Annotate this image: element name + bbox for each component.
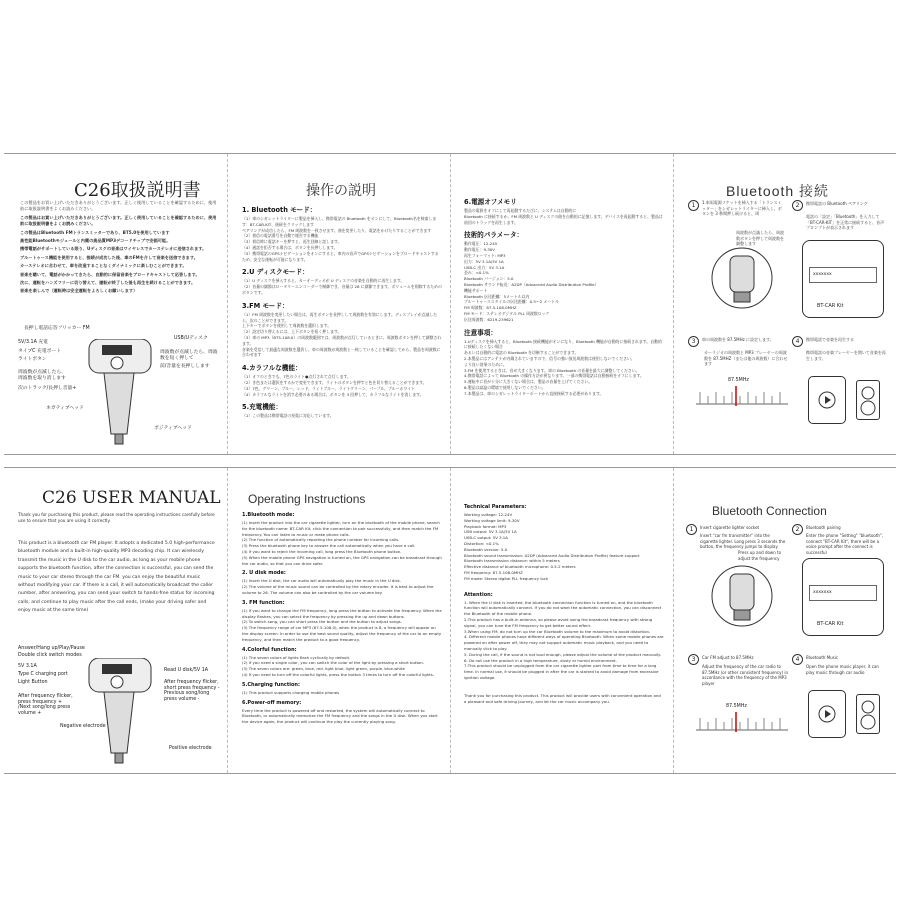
jp-section-heading: 3.FM モード： <box>242 301 289 310</box>
en-attention-line: 2.This product has a built-in antenna, so please avoid using the broadcast frequency with strong signal, you can tune the FM frequency to get better sound effect. <box>464 616 653 628</box>
jp-section-heading: 1. Bluetooth モード： <box>242 206 317 214</box>
en-section-line: (1) Insert the U disk, the car audio will automatically play the music in the U disk. <box>242 578 401 584</box>
frequency-dial-scale <box>696 710 788 734</box>
en-param-line: Playback format: MP3 <box>464 523 507 529</box>
en-param-line: Working voltage: 12-24V <box>464 512 513 517</box>
step-3-number: 3 <box>688 336 699 347</box>
jp-note-line: 6.製品は高温の環境で使用しないでください。 <box>464 384 546 390</box>
jp-param-line: 再生フォーマット: MP3 <box>464 252 506 258</box>
jp-step2-text: 携帯電話の Bluetooth ペアリング <box>806 201 868 206</box>
jp-intro-line: ブルートゥース機能を使用すると、接続が成功した後、車のFMを介して音楽を送信できます。 <box>20 254 198 260</box>
jp-section-line: （3）着信時に電話キーを押すと、再生回線と話します。 <box>242 239 342 245</box>
jp-param-line: 動作電圧：12-24V <box>464 241 498 247</box>
en-operation-title: Operating Instructions <box>248 492 366 506</box>
en-section-heading: 4.Colorful function: <box>242 646 297 653</box>
jp-bluetooth-title: Bluetooth 接続 <box>726 183 830 199</box>
jp-section-line: 音楽を受信して最適な周波数を選択し、車の周波数が周波数と一致していることを確認してから、製品を周波数に合わせます <box>242 346 441 358</box>
en-section-line: (3) The seven colors are: green, blue, red, light blue, light green, purple, blue-white <box>242 666 405 672</box>
jp-intro-line: 次に、運転をハンズフリーに切り替えて、運転が終了した後も再生を続けることができます。 <box>20 280 196 286</box>
jp-step2-detail: 電話の「設定」「Bluetooth」を入力して「BT-CAR-KIT」を正常に接続すると、音声プロンプトが表示されます <box>806 214 885 231</box>
en-closing: Thank you for purchasing this product. This product will provide users with convenient operation and a pleasant and safe driving journey, and let the car music accompany you. <box>464 692 661 704</box>
jp-label-prev: 前/音量を長押しします <box>160 364 210 369</box>
jp-section-line: （1）車のシガレットライターに製品を挿入し、携帯電話の Bluetooth をオンにして、Bluetooth名を検索します：BT-CAR-KIT、接続をクリックします <box>242 216 437 227</box>
fold-line <box>227 468 228 773</box>
en-param-line: Bluetooth sound transmission: A2DP (Advanced Audio Distribution Profile) feature support <box>464 552 640 558</box>
en-label-after: After frequency flicker, short press frequency - Previous song/long press volume - <box>164 680 220 702</box>
jp-param-line: FM 周波数：87.5-108.0MHZ <box>464 305 517 311</box>
en-column-1 <box>14 468 222 773</box>
en-parameters <box>464 500 664 704</box>
step-3-number: 3 <box>688 654 699 665</box>
jp-step4-detail: 携帯電話の音楽プレーヤーを開いて音楽を再生します。 <box>806 350 886 361</box>
jp-note-line: 7.本製品は、車のシガレットライターポートから直接接続する必要があります。 <box>464 390 604 396</box>
en-param-line: Effective distance of bluetooth microphone: 0.5-2 meters <box>464 564 576 570</box>
en-step2-detail: Enter the phone "Setting" "bluetooth", connect "BT-CAR Kit", there will be a voice prompt after the connect is successful <box>806 533 884 555</box>
jp-section-line: （2）音量の調節はロータリーエンコーダーで制御でき、音量は 26 に調節できます。ボリュームを削除するためのボタンです。 <box>242 284 442 295</box>
jp-param-line: 機能サポート <box>464 287 488 293</box>
jp-section-line: （5）携帯電話のGPSナビゲーションをオンにすると、車内の音声でGPSナビゲーションをブロードキャストするため、安全な運転が可能になります。 <box>242 250 439 262</box>
en-thanks: Thank you for purchasing this product, please read the operating instructions carefully before use to ensure that you are using it correctly. <box>18 512 215 524</box>
jp-intro-line: 携帯電話がサポートしている限り、Uディスクの音楽はワイヤレスでカーステレオに送信されます。 <box>20 246 207 252</box>
jp-section-line: 上下キーでボタンを使用して周波数を選択します。 <box>242 323 332 329</box>
jp-section-heading: 技術的パラメータ： <box>464 231 524 240</box>
jp-section-line: （2）着信の電話番号を自動で報告する機能 <box>242 233 319 239</box>
jp-param-line: FM モード：ステレオデジタル PLL 周波数ロック <box>464 310 550 316</box>
phone-bluetooth-field: xxxxxxx <box>809 267 877 283</box>
en-section-heading: 1.Bluetooth mode: <box>242 512 295 518</box>
en-step1-title: Insert cigarette lighter socket <box>700 525 760 530</box>
jp-column-2 <box>238 154 443 454</box>
fold-line <box>227 154 228 454</box>
fold-line <box>673 468 674 773</box>
en-section-line: (4) If you want to reject the incoming call, long press the Bluetooth phone button. <box>242 548 402 554</box>
jp-column-4 <box>682 154 892 454</box>
japanese-manual-sheet <box>4 153 896 455</box>
jp-note-line: より良い効果のために。 <box>464 361 507 367</box>
jp-label-type-c: タイプC 充電ポート <box>18 349 62 354</box>
jp-frequency-readout: 87.5MHz <box>728 378 749 383</box>
en-param-line: Bluetooth transmission distance: within 5 meters <box>464 558 560 564</box>
en-param-line: Working voltage limit: 9-30V <box>464 517 520 523</box>
en-section-heading: 2. U disk mode: <box>242 570 286 577</box>
jp-param-line: 伝送周波数：6219-239621 <box>464 316 514 322</box>
en-step4-detail: Open the phone music player, it can play music through car audio <box>806 664 879 675</box>
jp-label-hold: 周波数が点滅したら、周波数を取り消します <box>18 370 66 381</box>
en-attention-heading: Attention: <box>464 591 493 598</box>
en-label-positive: Positive electrode <box>169 746 212 751</box>
jp-section-heading: 4.カラフルな機能： <box>242 364 302 373</box>
en-operation-sections <box>242 508 442 725</box>
en-step3-detail: Adjust the frequency of the car radio to 87.5MHz (or other consistent frequency) in accordance with the frequency of the MP3 player <box>702 664 788 686</box>
en-params-heading: Technical Parameters: <box>464 504 527 510</box>
en-section-line: (3) The frequency range of car MP3 (87.5-108.0), when the product is 8, a frequency will appear on the display screen. In order to use the best sound quality, adjust the frequency of the car to an empty frequency, and then match the product to a good frequency. <box>242 625 442 642</box>
en-step2-title: Bluetooth pairing <box>806 525 841 530</box>
step-4-number: 4 <box>792 654 803 665</box>
jp-note-line: 4.携帯電話によって Bluetooth の操作方法が異なります。一部の携帯電話は自動接続をオフにします。 <box>464 373 644 379</box>
en-param-line: Distortion: <0.1% <box>464 540 499 546</box>
jp-operation-sections <box>242 200 442 419</box>
frequency-dial-scale <box>696 384 788 408</box>
jp-label-negative: ネガティブヘッド <box>46 406 84 411</box>
en-section-heading: 6.Power-off memory: <box>242 699 302 706</box>
english-manual-sheet <box>4 467 896 774</box>
en-param-line: USB-C output: 5V 3.1A <box>464 535 508 541</box>
en-label-double: Double click switch modes <box>18 653 82 658</box>
en-section-heading: 5.Charging function: <box>242 681 300 688</box>
jp-step4-text: 携帯電話で音楽を再生する <box>806 337 854 342</box>
jp-section-heading: 2.U ディスクモード： <box>242 268 309 277</box>
en-attention-line: 5. During the call, if the sound is not loud enough, please adjust the volume of the product manually. <box>464 651 661 657</box>
cigarette-lighter-illustration <box>702 564 782 628</box>
jp-section-line: （4）通話を拒否する場合は、ボタンを長押しします。 <box>242 244 338 250</box>
en-section-line: (3) Press the bluetooth phone key to answer the call automatically when you have a call. <box>242 543 416 549</box>
en-label-light: Light Button <box>18 680 48 685</box>
phone-music-icon <box>808 376 846 424</box>
jp-intro-line: この製品はBluetooth FMトランスミッターであり、BT5.0を使用しています <box>20 229 170 235</box>
jp-section-line: （2）設定切り替えるには、上下ボタンを短く押します。 <box>242 329 342 335</box>
en-param-line: FM frequency: 87.5-108.0MHZ <box>464 569 523 575</box>
en-attention-line: 4. Different mobile phones have different ways of operating Bluetooth. When some mobile phones are powered on after power off, they may not support automatic music playback, and you need to manually click to play. <box>464 634 664 651</box>
jp-param-line: 歪み：<0.1% <box>464 270 489 276</box>
jp-section-line: （2）き色または選択をするかで変更できます。ライトのボタンを押すと色を切り替えることができます。 <box>242 379 427 385</box>
step-2-number: 2 <box>792 524 803 535</box>
en-label-flicker: After frequency flicker, press frequency + /Next song/long press volume + <box>18 694 73 716</box>
en-section-line: (2) To switch song, you can short press the button and the button to adjust songs. <box>242 619 402 625</box>
jp-section-line: （3）車の MP3（BT5-108.0）の周波数範囲では、周波数が点灯しているときに、周波数ボタンを押して調整されます。 <box>242 334 442 346</box>
en-section-line: (2) The volume of the music sound can be controlled by the rotary encoder. It is best to adjust the volume to 26. The volume can also be controlled by the car volume key. <box>242 584 434 595</box>
jp-section-line: 製品の電源をオフにして再起動するたびに、システムは自動的に <box>464 208 577 213</box>
fold-line <box>450 468 451 773</box>
phone-mockup <box>802 240 884 318</box>
jp-intro <box>20 200 220 297</box>
jp-section-heading: 5.充電機能： <box>242 403 283 412</box>
jp-step1-text: 1.車両電源ソケットを挿入する「トランスミッター」をシガレットライターに挿入し、ボタンを 3 秒間押し続けると、周 <box>702 200 782 217</box>
en-label-read-u: Read U disk/5V 1A <box>164 668 209 673</box>
fold-line <box>673 154 674 454</box>
jp-note-line: 5.運転中に音が十分に大きくない場合は、製品の音量を上げてください。 <box>464 379 593 385</box>
jp-param-line: Bluetooth バージョン：5.0 <box>464 276 514 282</box>
en-column-4 <box>682 468 892 773</box>
en-step1-detail: Insert "car fm transmitter" into the cigarette lighter. Long press 3 seconds the button, the frequency jumps to display <box>700 533 786 550</box>
en-section-heading: 3. FM function: <box>242 599 285 606</box>
en-label-negative: Negative electrode <box>60 724 106 729</box>
jp-label-positive: ポジティブヘッド <box>154 426 192 431</box>
jp-section-line: （1）FM 周波数を変更したい場合は、再生ボタンを長押しして周波数を有効にします。ディスプレイが点滅したら、次のことができます。 <box>242 311 438 323</box>
en-step4-title: Bluetooth Music <box>806 655 839 660</box>
en-section-line: (1) If you want to change the FM frequency, long press the button to activate the frequency. When the display flashes, you can select the frequency by pressing the up and down buttons. <box>242 607 442 619</box>
jp-manual-title: C26取扱説明書 <box>74 180 201 201</box>
jp-step3-detail: カーラジオの周波数と MP3 プレーヤーの周波数を 87.5MHZ（または他の周波数）に合わせます <box>704 350 788 367</box>
en-param-line: FM mode: Stereo digital PLL frequency lock <box>464 575 549 581</box>
en-label-port: 5V 3.1A <box>18 664 37 669</box>
en-column-2 <box>238 468 443 773</box>
jp-param-line: 出力：5V 3.1A/5V 1A <box>464 258 504 264</box>
step-1-number: 1 <box>686 524 697 535</box>
cigarette-lighter-illustration <box>702 246 782 310</box>
en-section-line: (2) If you need a single color, you can switch the color of the light by pressing a short button. <box>242 660 425 666</box>
jp-note-line: 1.Uディスクを挿入すると、Bluetooth 接続機能がオンになり、Bluetooth 機能が自動的に接続されます。自動的に接続したくない場合 <box>464 338 662 350</box>
jp-param-line: 動作電圧：9-30V <box>464 247 495 253</box>
step-1-number: 1 <box>688 200 699 211</box>
en-attention-line: 6. Do not use the product in a high temperature, dusty or humid environment. <box>464 657 617 663</box>
jp-intro-line: 音楽を楽しんで（運転時は安全運転をよろしくお願いします） <box>20 288 138 294</box>
car-fm-transmitter-illustration <box>69 339 169 449</box>
en-section-line: (1) This product supports charging mobile phones <box>242 689 340 695</box>
jp-note-line: 3.FM を使用するときは、音が大きくなります。車の Bluetooth の音量を最大に調整してください。 <box>464 367 640 373</box>
en-intro: This product is a bluetooth car FM player. It adopts a dedicated 5.0 high-performance bluetooth module and a built-in high-quality MP3 decoding chip. It can wirelessly transmit the music in the U disk to the car audio, as long as your mobile phone supports the bluetooth function, after the connection is successful, you can send the music to your car stereo through the car FM. you can enjoy the beautiful music without modifying your car. If there is a call, it will automatically broadcast the caller number, after answering, you can send your switch to hands-free status for incoming calls, and continue to play music after the call ends, (make your driving safer and enjoy music at the same time) <box>18 541 215 614</box>
jp-step3-text: 車の周波数を 87.5MHz に設定します。 <box>702 337 774 342</box>
en-section-line: (1) The seven colors of lights flash cyclically by default. <box>242 654 351 660</box>
jp-param-line: ブルートゥーススタイルの伝送距離：0.5～2 メートル <box>464 299 559 305</box>
en-step1-hint: Press up and down to adjust the frequency <box>738 550 782 561</box>
jp-label-light: ライトボタン <box>18 357 47 362</box>
jp-intro-line: カーステレオに合わせて、車を改造することなくダイナミックに楽しむことができます。 <box>20 263 187 269</box>
en-label-answer: Answer/Hang up/Play/Pause <box>18 646 85 651</box>
jp-intro-line: 高性能Bluetoothモジュールと内蔵の高品質MP3デコードチップで安価可能。 <box>20 238 171 244</box>
en-section-line: (2) The function of automatically reporting the phone number for incoming calls. <box>242 537 400 543</box>
jp-section-line: （1）オフのときでも、7色のライト●点灯されて点灯します。 <box>242 374 351 380</box>
jp-section-line: （1）この製品は携帯電話の充電に対応しています。 <box>242 413 334 419</box>
phone-mockup <box>802 558 884 636</box>
step-2-number: 2 <box>792 200 803 211</box>
car-fm-transmitter-illustration <box>69 658 169 768</box>
jp-intro-line: この製品はお買い上げいただきありがとうございます。正しく使用していることを確認するために、使用前に取扱説明書をよくお読みください。 <box>20 214 217 227</box>
phone-music-icon <box>808 690 846 738</box>
jp-label-next: 次のトラック/長押し音量+ <box>18 386 77 391</box>
en-frequency-readout: 87.5MHz <box>726 704 747 709</box>
jp-intro-line: この製品をお買い上げいただきありがとうございます。正しく使用していることを確認するために、使用前に取扱説明書をよくお読みください。 <box>20 200 217 212</box>
jp-param-line: Bluetooth サウンド転送：A2DP（Advanced Audio Distribution Profile） <box>464 281 599 287</box>
en-bluetooth-title: Bluetooth Connection <box>712 504 827 518</box>
jp-param-line: USB-C 出力：5V 3.1A <box>464 264 505 270</box>
jp-section-line: （3）7色、グリーン、ブルー、レッド、ライトブルー、ライトグリーン、パープル、ブルーホワイト <box>242 385 415 391</box>
jp-label-usb: USB/Uディスク <box>174 336 208 341</box>
jp-section-heading: 注意事項： <box>464 328 497 337</box>
en-param-line: Bluetooth version: 5.0 <box>464 546 508 552</box>
phone-bluetooth-field: xxxxxxx <box>809 585 877 601</box>
jp-step1-hint: 周波数が点滅したら、周波数ボタンを押して周波数を調整します <box>736 230 784 247</box>
step-4-number: 4 <box>792 336 803 347</box>
en-attention-line: 1. When the U disk is inserted, the bluetooth connection function is turned on, and the bluetooth function will automatically connect. If you do not want the automatic connection, you can disconnect the Bluetooth of the mobile phone. <box>464 599 662 617</box>
jp-label-freq-flash: 周波数が点滅したら、周波数を短く押して <box>160 350 218 361</box>
jp-column-3 <box>460 154 665 454</box>
en-section-line: (4) If you need to turn off the colorful lights, press the button 3 times to turn off the colorful lights. <box>242 671 435 677</box>
phone-device-name: BT-CAR Kit <box>817 621 844 627</box>
en-param-line: USB output: 5V 3.1A/5V 1A <box>464 529 517 535</box>
en-label-typec: Type C charging port <box>18 672 68 677</box>
jp-section-line: （4）カラフルなライトを消す必要のある場合は、ボタンを 3 回押して、カラフルなライトを消します。 <box>242 391 424 397</box>
jp-parameters <box>464 192 664 397</box>
jp-column-1 <box>14 154 222 454</box>
en-section-line: Every time the product is powered off and restarted, the system will automatically connect to Bluetooth, or automatically memorize the FM frequency and the songs in the U disk. When you start the device again, the product will continue the play the currently playing song. <box>242 707 438 725</box>
en-manual-title: C26 USER MANUAL <box>42 488 221 508</box>
speaker-icon <box>856 694 880 734</box>
jp-section-line: （1）U ディスクを挿入すると、カーオーディオが U ディスクの音楽を自動的に再生します。 <box>242 278 405 284</box>
jp-section-heading: 6.電源オフメモリ <box>464 198 517 206</box>
jp-section-line: ペアリングが成功したら、FM 周波数を一致させます。曲を変更したり、電話をかけたりすることができます <box>242 227 432 233</box>
jp-label-long-press: 長押し電話応答フリッカー FM <box>24 326 90 331</box>
speaker-icon <box>856 380 880 420</box>
jp-note-line: 2.本製品にはアンテナが内蔵されていますので、信号の強い放送周波数は使用しないでください。 <box>464 355 635 361</box>
jp-label-port: 5V/3.1A 充電 <box>18 340 48 345</box>
en-step3-title: Car FM adjust to 87.5MHz <box>702 655 754 660</box>
phone-device-name: BT-CAR Kit <box>817 303 844 309</box>
jp-section-line: Bluetooth に接続するか、FM 周波数と U ディスクの曲を自動的に記憶します。デバイスを再起動すると、製品は前回のトラックを再生します。 <box>464 213 663 225</box>
en-column-3 <box>460 468 665 773</box>
jp-operation-title: 操作の説明 <box>306 182 376 198</box>
en-section-line: (1) Insert the product into the car cigarette lighter, turn on the bluetooth of the mobile phone, search for the bluetooth name: BT-CAR Kit, click the connection to pair successfully, and then match the FM frequency. You can listen to music or make phone calls. <box>242 520 440 537</box>
jp-param-line: Bluetooth 伝送距離：5メートル以内 <box>464 293 530 299</box>
jp-note-line: あるいは自動的に電話の Bluetooth を切断することができます。 <box>464 350 579 356</box>
en-attention-line: 7.This product should be unplugged from the car cigarette lighter port from time to time for a long time. In normal use, it should be plugged in after the car is started to avoid damage from excessive ignition voltage. <box>464 663 659 680</box>
en-attention-line: 3.When using FM, do not turn up the car Bluetooth volume to the maximum to avoid distortion. <box>464 628 651 634</box>
jp-intro-line: 音楽を聴いて、電話がかかってきたら、自動的に保留音楽をブロードキャストして応答します。 <box>20 271 200 277</box>
en-section-line: (5) When the mobile phone GPS navigation is turned on, the GPS navigation can be broadcast through the car audio, so that you can drive safer. <box>242 554 442 566</box>
fold-line <box>450 154 451 454</box>
